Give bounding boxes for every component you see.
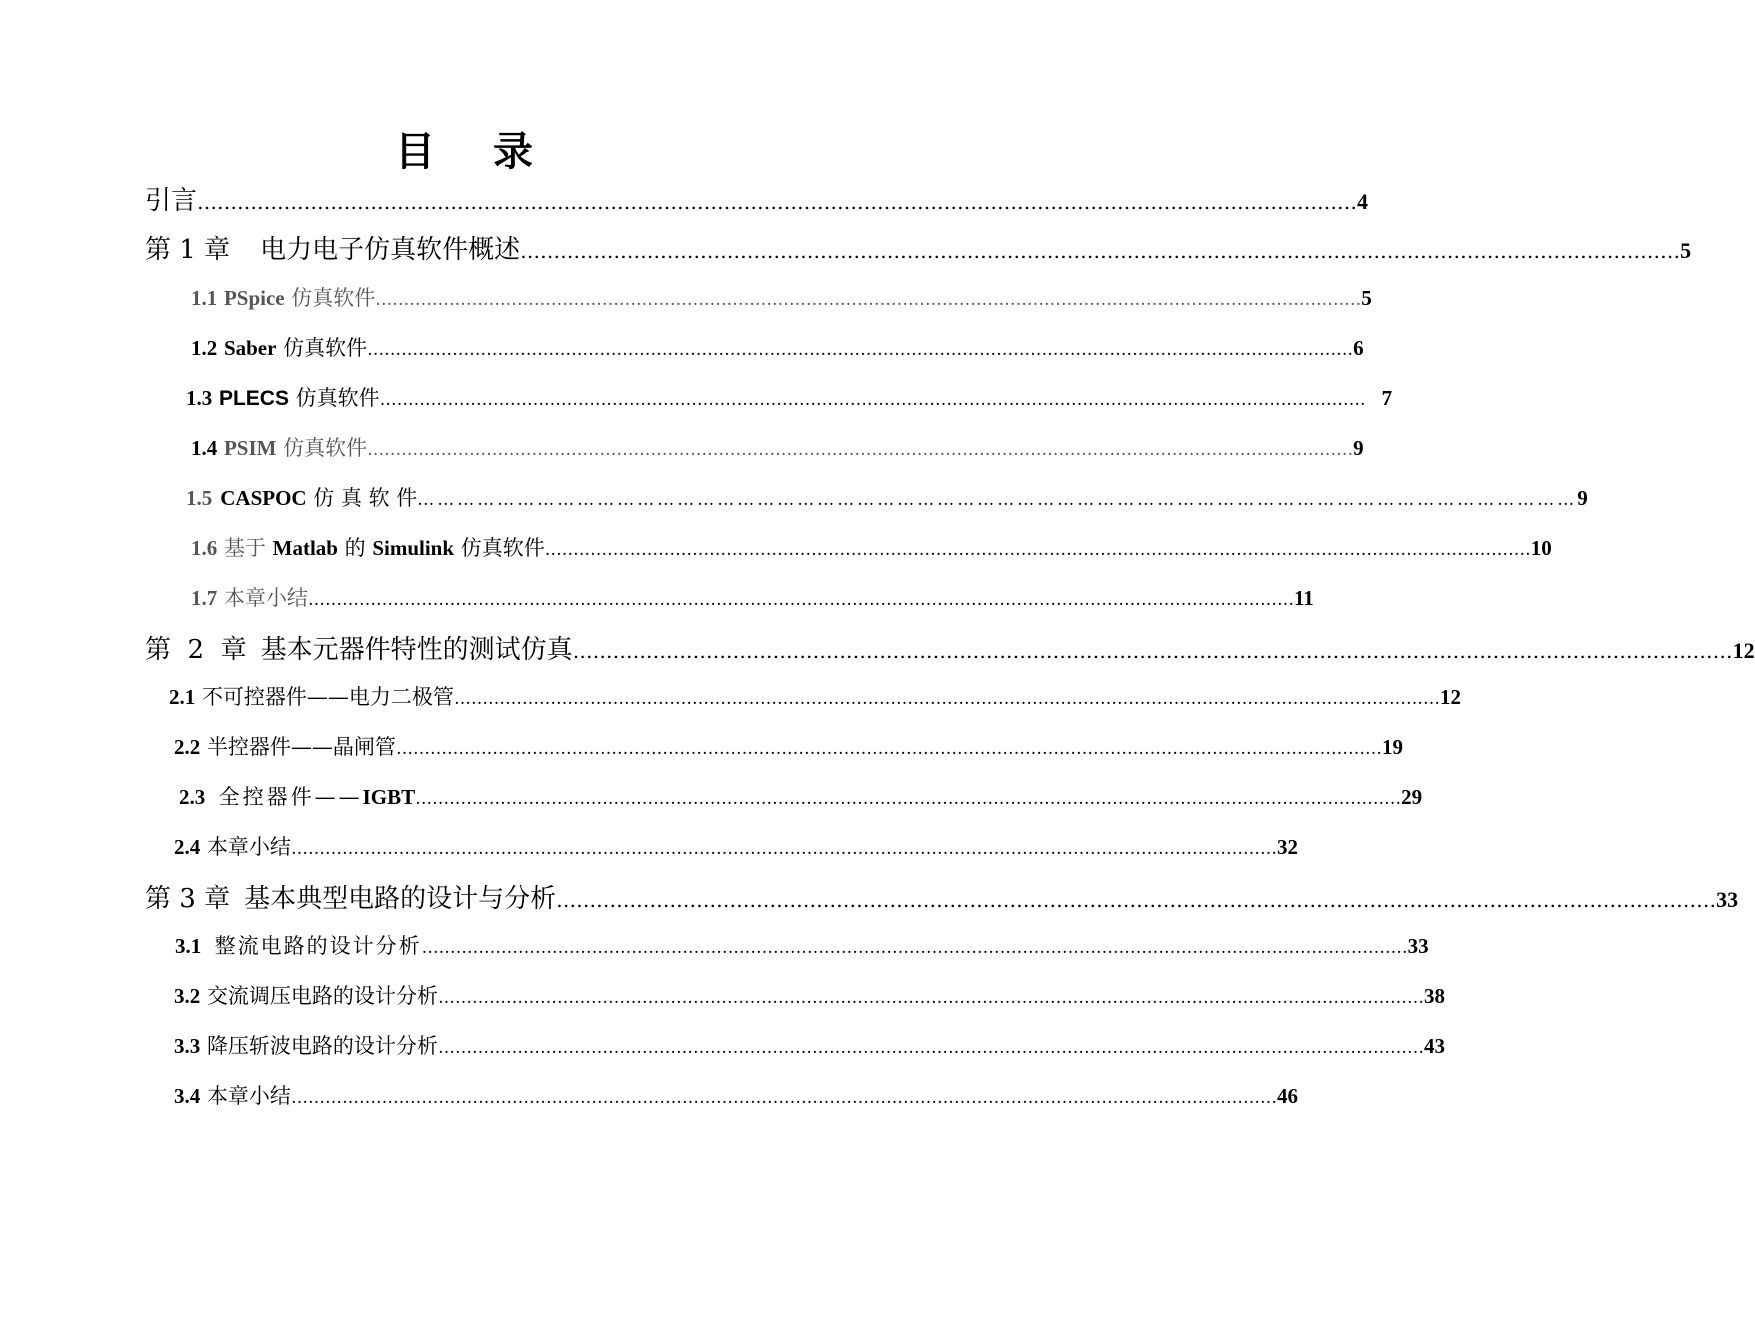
toc-page-number: 33: [1407, 934, 1429, 958]
chapter-title: 电力电子仿真软件概述: [260, 235, 521, 265]
toc-page-number: 9: [1577, 486, 1588, 510]
toc-entry-chapter-2[interactable]: [145, 633, 1755, 668]
toc-entry-1-1[interactable]: [191, 284, 1372, 314]
toc-leader-dots: …………………………………………………………………………………………………………………………………………………………: [415, 789, 1402, 809]
section-title: 降压斩波电路的设计分析: [206, 1034, 438, 1058]
toc-leader-dots: …………………………………………………………………………………………………………………………………………………………: [453, 689, 1440, 709]
toc-page-number: 46: [1276, 1084, 1298, 1108]
toc-page-number: 43: [1423, 1034, 1445, 1058]
section-title: 仿真软件: [284, 286, 376, 310]
toc-page-number: 12: [1732, 638, 1755, 663]
software-name: CASPOC: [220, 486, 307, 510]
toc-entry-label: [191, 334, 367, 362]
section-title: 本章小结: [223, 586, 308, 610]
toc-leader-dots: …………………………………………………………………………………………………………………………………………………………: [367, 340, 1354, 360]
section-number: 1.2: [191, 336, 218, 360]
toc-entry-3-4[interactable]: [174, 1082, 1298, 1112]
toc-entry-1-7[interactable]: [191, 584, 1314, 614]
chapter-title: 基本元器件特性的测试仿真: [260, 635, 573, 665]
software-name-2: Simulink: [372, 536, 455, 560]
section-title: 全控器件——: [218, 785, 363, 809]
toc-page-number: 12: [1439, 685, 1461, 709]
section-title: 交流调压电路的设计分析: [206, 984, 438, 1008]
toc-leader-dots: …………………………………………………………………………………………………………………………………………………………: [367, 440, 1354, 460]
toc-entry-label: [191, 434, 367, 462]
section-number: 1.3: [186, 386, 213, 410]
toc-entry-label: [145, 633, 573, 667]
toc-page-number: 19: [1381, 735, 1403, 759]
toc-page-number: 9: [1353, 436, 1364, 460]
toc-entry-2-3[interactable]: [179, 783, 1423, 813]
toc-entry-1-6[interactable]: [191, 534, 1552, 564]
toc-page-number: 11: [1293, 586, 1314, 610]
toc-entry-label: [191, 284, 375, 312]
section-number: 2.1: [169, 685, 196, 709]
toc-leader-dots: …………………………………………………………………………………………………………………………………………………………: [379, 390, 1366, 410]
section-number: 2.4: [174, 835, 201, 859]
chapter-title: 基本典型电路的设计与分析: [244, 884, 557, 914]
toc-page-number: 10: [1530, 536, 1552, 560]
toc-entry-3-2[interactable]: [174, 982, 1445, 1012]
toc-entry-label: [175, 932, 422, 960]
toc-entry-label: 引言: [145, 186, 198, 216]
toc-entry-1-5[interactable]: [186, 484, 1588, 514]
toc-leader-dots: …………………………………………………………………………………………………………………………………………………………: [437, 1038, 1424, 1058]
toc-page-number: 6: [1353, 336, 1364, 360]
toc-entry-chapter-1[interactable]: [145, 233, 1692, 268]
toc-entry-label: [191, 584, 308, 612]
toc-entry-label: [186, 484, 417, 512]
section-title: 仿真软件: [276, 336, 368, 360]
toc-entry-1-3[interactable]: [186, 384, 1393, 414]
section-title-prefix: 基于: [223, 536, 266, 560]
toc-leader-dots: …………………………………………………………………………………………………………………………………………………………: [417, 490, 1578, 510]
software-name: PSIM: [223, 436, 277, 460]
toc-leader-dots: …………………………………………………………………………………………………………………………………………………………: [375, 290, 1362, 310]
section-number: 2.3: [179, 785, 206, 809]
section-number: 1.5: [186, 486, 213, 510]
section-title: 本章小结: [206, 1084, 291, 1108]
software-name: PSpice: [223, 286, 285, 310]
section-title-connector: 的: [344, 536, 366, 560]
toc-leader-dots: …………………………………………………………………………………………………………………………………………………………: [290, 839, 1277, 859]
section-number: 3.2: [174, 984, 201, 1008]
toc-page-number: 38: [1423, 984, 1445, 1008]
toc-leader-dots: …………………………………………………………………………………………………………………………………………………………: [197, 190, 1358, 214]
section-number: 1.6: [191, 536, 218, 560]
section-title: 仿真软件: [288, 386, 380, 410]
toc-page-number: 5: [1361, 286, 1372, 310]
chapter-number: 第 2 章: [145, 635, 247, 665]
toc-leader-dots: …………………………………………………………………………………………………………………………………………………………: [395, 739, 1382, 759]
toc-entry-label: [174, 833, 291, 861]
toc-entry-label: [169, 683, 454, 711]
section-title: 不可控器件——电力二极管: [201, 685, 454, 709]
toc-entry-2-2[interactable]: [174, 733, 1403, 763]
toc-entry-1-2[interactable]: [191, 334, 1364, 364]
toc-leader-dots: …………………………………………………………………………………………………………………………………………………………: [556, 888, 1717, 912]
toc-page-number: 7: [1381, 386, 1393, 410]
section-number: 1.7: [191, 586, 218, 610]
toc-entry-label: [191, 534, 545, 562]
section-number: 3.4: [174, 1084, 201, 1108]
toc-entry-2-1[interactable]: [169, 683, 1461, 713]
software-name: Saber: [223, 336, 277, 360]
section-title: 仿 真 软 件: [306, 486, 418, 510]
toc-leader-dots: …………………………………………………………………………………………………………………………………………………………: [572, 639, 1733, 663]
toc-entry-1-4[interactable]: [191, 434, 1364, 464]
section-number: 1.1: [191, 286, 218, 310]
toc-entry-label: [174, 1082, 291, 1110]
section-title: 整流电路的设计分析: [214, 934, 422, 958]
section-title: 仿真软件: [460, 536, 545, 560]
toc-page-number: 4: [1357, 189, 1369, 214]
toc-entry-label: [174, 982, 438, 1010]
software-name: PLECS: [218, 387, 289, 410]
toc-leader-dots: …………………………………………………………………………………………………………………………………………………………: [520, 239, 1681, 263]
device-name: IGBT: [362, 785, 416, 809]
toc-page-number: 33: [1716, 887, 1739, 912]
section-title: 半控器件——晶闸管: [206, 735, 396, 759]
toc-entry-intro[interactable]: [145, 184, 1369, 219]
toc-leader-dots: …………………………………………………………………………………………………………………………………………………………: [437, 988, 1424, 1008]
toc-entry-2-4[interactable]: [174, 833, 1298, 863]
toc-page-number: 5: [1680, 238, 1692, 263]
toc-entry-label: [179, 783, 415, 811]
toc-entry-label: [186, 384, 380, 413]
toc-entry-chapter-3[interactable]: [145, 882, 1739, 917]
section-title: 仿真软件: [276, 436, 368, 460]
section-number: 1.4: [191, 436, 218, 460]
section-number: 2.2: [174, 735, 201, 759]
toc-entry-label: [174, 1032, 438, 1060]
software-name: Matlab: [272, 536, 338, 560]
toc-leader-dots: …………………………………………………………………………………………………………………………………………………………: [544, 540, 1531, 560]
section-number: 3.1: [175, 934, 202, 958]
page-title: 目 录: [395, 128, 555, 175]
toc-leader-dots: …………………………………………………………………………………………………………………………………………………………: [421, 938, 1408, 958]
toc-entry-3-3[interactable]: [174, 1032, 1445, 1062]
toc-page-number: 32: [1276, 835, 1298, 859]
section-title: 本章小结: [206, 835, 291, 859]
toc-entry-3-1[interactable]: [175, 932, 1429, 962]
section-number: 3.3: [174, 1034, 201, 1058]
chapter-number: 第 3 章: [145, 884, 231, 914]
toc-entry-label: [145, 233, 520, 267]
toc-leader-dots: …………………………………………………………………………………………………………………………………………………………: [307, 590, 1294, 610]
chapter-number: 第 1 章: [145, 235, 231, 265]
toc-entry-label: [174, 733, 396, 761]
toc-entry-label: [145, 882, 556, 916]
toc-leader-dots: …………………………………………………………………………………………………………………………………………………………: [290, 1088, 1277, 1108]
toc-page-number: 29: [1401, 785, 1423, 809]
